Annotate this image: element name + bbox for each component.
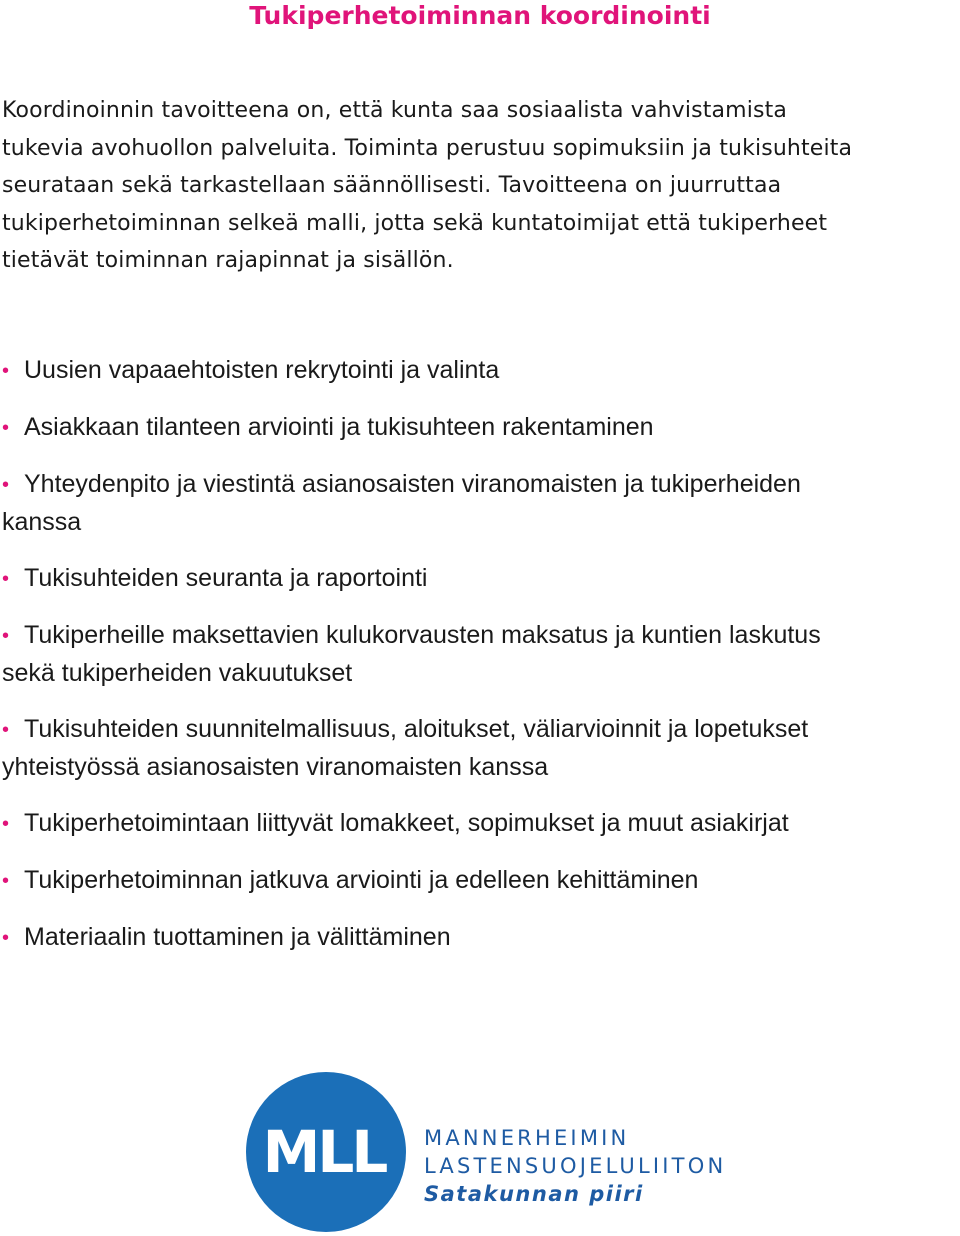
list-item xyxy=(2,617,958,692)
intro-line: seurataan sekä tarkastellaan säännöllisesti. Tavoitteena on juurruttaa xyxy=(2,173,782,198)
list-item-text: Yhteydenpito ja viestintä asianosaisten viranomaisten ja tukiperheiden xyxy=(24,470,801,498)
list-item-text: Uusien vapaaehtoisten rekrytointi ja valinta xyxy=(24,356,500,384)
bullet-icon: • xyxy=(2,870,10,892)
logo-text xyxy=(424,1124,726,1208)
bullet-icon: • xyxy=(2,417,10,439)
task-list xyxy=(0,352,958,976)
intro-paragraph xyxy=(2,92,960,280)
intro-line: tukevia avohuollon palveluita. Toiminta perustuu sopimuksiin ja tukisuhteita xyxy=(2,135,853,161)
list-item-text: yhteistyössä asianosaisten viranomaisten kanssa xyxy=(2,753,549,781)
list-item-text: kanssa xyxy=(2,508,82,536)
bullet-icon: • xyxy=(2,719,10,741)
list-item xyxy=(2,352,958,390)
list-item-text: Tukiperhetoiminnan jatkuva arviointi ja edelleen kehittäminen xyxy=(24,866,699,894)
intro-line: tukiperhetoiminnan selkeä malli, jotta sekä kuntatoimijat että tukiperheet xyxy=(2,210,828,236)
bullet-icon: • xyxy=(2,568,10,590)
list-item xyxy=(2,560,958,598)
bullet-icon: • xyxy=(2,474,10,496)
bullet-icon: • xyxy=(2,927,10,949)
bullet-icon: • xyxy=(2,360,10,382)
list-item xyxy=(2,919,958,957)
logo-line-district: Satakunnan piiri xyxy=(424,1182,644,1206)
list-item xyxy=(2,711,958,786)
list-item xyxy=(2,805,958,843)
bullet-icon: • xyxy=(2,813,10,835)
logo-line-mannerheimin: MANNERHEIMIN xyxy=(424,1126,630,1150)
mll-logo-circle-icon xyxy=(246,1072,406,1232)
list-item-text: Asiakkaan tilanteen arviointi ja tukisuhteen rakentaminen xyxy=(24,413,654,441)
list-item xyxy=(2,862,958,900)
logo-line-lastensuojeluliiton: LASTENSUOJELULIITON xyxy=(424,1154,727,1178)
intro-line: tietävät toiminnan rajapinnat ja sisällön. xyxy=(2,248,454,273)
list-item-text: Tukiperhetoimintaan liittyvät lomakkeet, sopimukset ja muut asiakirjat xyxy=(24,809,789,837)
list-item-text: Tukisuhteiden seuranta ja raportointi xyxy=(24,564,428,592)
list-item-text: Tukisuhteiden suunnitelmallisuus, aloitukset, väliarvioinnit ja lopetukset xyxy=(24,715,809,743)
mll-logo xyxy=(246,1072,736,1232)
list-item-text: Tukiperheille maksettavien kulukorvausten maksatus ja kuntien laskutus xyxy=(24,621,821,649)
list-item xyxy=(2,409,958,447)
list-item-text: sekä tukiperheiden vakuutukset xyxy=(2,659,353,687)
intro-line: Koordinoinnin tavoitteena on, että kunta saa sosiaalista vahvistamista xyxy=(2,98,788,123)
page-title: Tukiperhetoiminnan koordinointi xyxy=(249,1,711,30)
bullet-icon: • xyxy=(2,625,10,647)
logo-mark: MLL xyxy=(262,1118,386,1186)
list-item xyxy=(2,466,958,541)
list-item-text: Materiaalin tuottaminen ja välittäminen xyxy=(24,923,451,951)
